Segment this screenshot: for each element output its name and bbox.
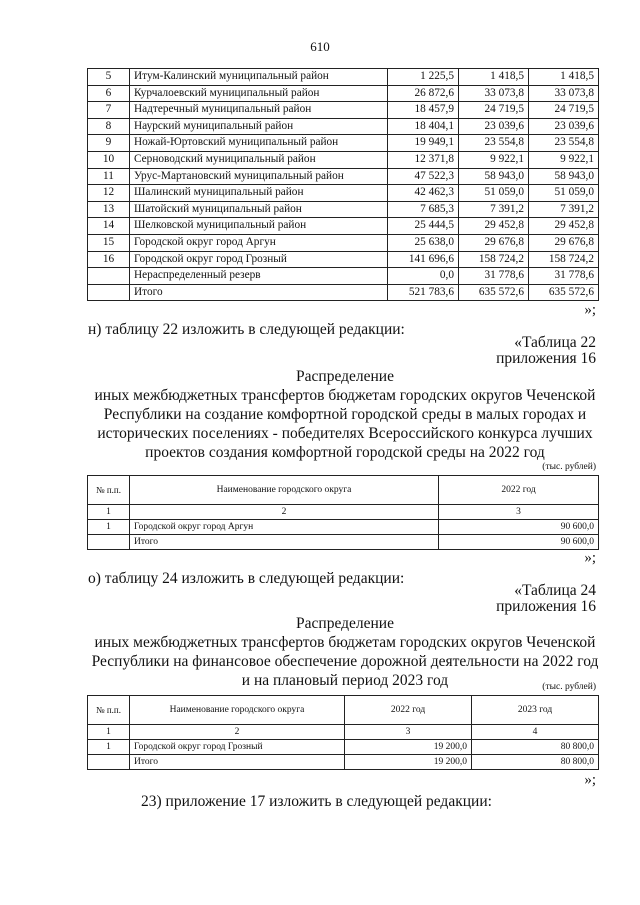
closing-quote: »; <box>584 772 596 788</box>
table-row: 14 Шелковской муниципальный район 25 444,5 29 452,8 29 452,8 <box>88 218 599 235</box>
paragraph-n: н) таблицу 22 изложить в следующей редакции: <box>88 321 405 338</box>
table-header: № п.п. Наименование городского округа 2022 год <box>88 476 599 505</box>
table-header: № п.п. Наименование городского округа 2022 год 2023 год <box>88 696 599 725</box>
table-row-total: Итого 19 200,0 80 800,0 <box>88 755 599 770</box>
table-row: 12 Шалинский муниципальный район 42 462,3 51 059,0 51 059,0 <box>88 185 599 202</box>
table-row: 10 Серноводский муниципальный район 12 371,8 9 922,1 9 922,1 <box>88 151 599 168</box>
table-row: 7 Надтеречный муниципальный район 18 457,9 24 719,5 24 719,5 <box>88 102 599 119</box>
table-row: 1 Городской округ город Аргун 90 600,0 <box>88 520 599 535</box>
table24-caption: «Таблица 24 приложения 16 <box>496 582 596 615</box>
table-row: 13 Шатойский муниципальный район 7 685,3 7 391,2 7 391,2 <box>88 201 599 218</box>
allocation-table-continued <box>87 68 599 301</box>
closing-quote: »; <box>584 550 596 566</box>
page-number: 610 <box>310 39 330 54</box>
table-row: 6 Курчалоевский муниципальный район 26 872,6 33 073,8 33 073,8 <box>88 85 599 102</box>
units-label: (тыс. рублей) <box>542 682 596 692</box>
paragraph-o: о) таблицу 24 изложить в следующей редакции: <box>88 570 405 587</box>
table-index-row: 1 2 3 4 <box>88 725 599 740</box>
table-row: 5 Итум-Калинский муниципальный район 1 225,5 1 418,5 1 418,5 <box>88 69 599 86</box>
paragraph-23: 23) приложение 17 изложить в следующей редакции: <box>141 793 492 810</box>
table22-title: Распределение иных межбюджетных трансфертов бюджетам городских округов Чеченской Республики на создание комфортной городской среды в малых городах и исторических поселениях - победителях Всероссийского конкурса лучших проектов создания комфортной городской среды на 2022 год <box>94 368 596 461</box>
table-row: 8 Наурский муниципальный район 18 404,1 23 039,6 23 039,6 <box>88 118 599 135</box>
table-row: 11 Урус-Мартановский муниципальный район 47 522,3 58 943,0 58 943,0 <box>88 168 599 185</box>
table24-title: Распределение иных межбюджетных трансфертов бюджетам городских округов Чеченской Республики на финансовое обеспечение дорожной деятельности на 2022 год и на плановый период 2023 год <box>91 615 599 689</box>
table-row-total: Итого 90 600,0 <box>88 535 599 550</box>
table-row: 15 Городской округ город Аргун 25 638,0 29 676,8 29 676,8 <box>88 234 599 251</box>
table-row: Нераспределенный резерв 0,0 31 778,6 31 778,6 <box>88 268 599 285</box>
table22-caption: «Таблица 22 приложения 16 <box>496 334 596 367</box>
units-label: (тыс. рублей) <box>542 462 596 472</box>
table-index-row: 1 2 3 <box>88 505 599 520</box>
table-row-total: Итого 521 783,6 635 572,6 635 572,6 <box>88 284 599 301</box>
table-row: 9 Ножай-Юртовский муниципальный район 19 949,1 23 554,8 23 554,8 <box>88 135 599 152</box>
table-row: 1 Городской округ город Грозный 19 200,0 80 800,0 <box>88 740 599 755</box>
table-row: 16 Городской округ город Грозный 141 696,6 158 724,2 158 724,2 <box>88 251 599 268</box>
table-24 <box>87 695 599 770</box>
closing-quote: »; <box>584 302 596 318</box>
table-22 <box>87 475 599 550</box>
